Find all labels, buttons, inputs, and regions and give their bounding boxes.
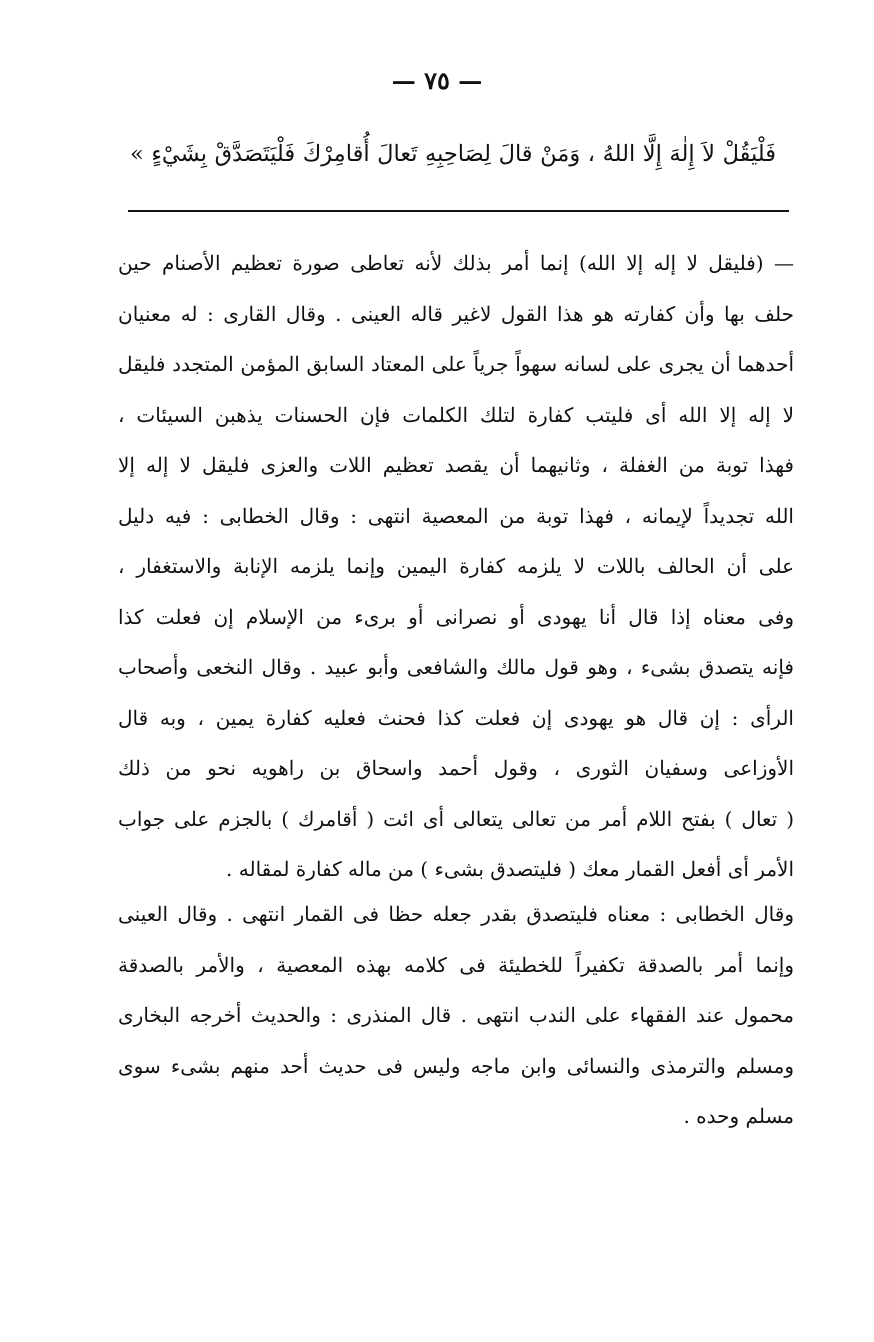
hadith-text: فَلْيَقُلْ لاَ إِلٰهَ إِلَّا اللهُ ، وَمَنْ قالَ لِصَاحِبِهِ تَعالَ أُقامِرْكَ فَلْيَتَصَدَّقْ بِشَيْءٍ »	[130, 141, 776, 167]
commentary-block-1	[118, 238, 794, 895]
commentary-line: الأوزاعى وسفيان الثورى ، وقول أحمد واسحاق بن راهويه نحو من ذلك	[118, 756, 794, 780]
commentary-line: الأمر أى أفعل القمار معك ( فليتصدق بشىء ) من ماله كفارة لمقاله .	[226, 857, 794, 881]
commentary-line: وقال الخطابى : معناه فليتصدق بقدر جعله حظا فى القمار انتهى . وقال العينى	[118, 902, 794, 926]
commentary-line: — (فليقل لا إله إلا الله) إنما أمر بذلك لأنه تعاطى صورة تعظيم الأصنام حين	[118, 251, 794, 275]
commentary-line: وإنما أمر بالصدقة تكفيراً للخطيئة فى كلامه بهذه المعصية ، والأمر بالصدقة	[118, 952, 794, 977]
commentary-line: مسلم وحده .	[683, 1104, 794, 1128]
commentary-line: أحدهما أن يجرى على لسانه سهواً جرياً على المعتاد السابق المؤمن المتجدد فليقل	[118, 352, 794, 376]
commentary-line: ( تعال ) بفتح اللام أمر من تعالى يتعالى أى ائت ( أقامرك ) بالجزم على جواب	[118, 806, 794, 831]
commentary-line: حلف بها وأن كفارته هو هذا القول لاغير قاله العينى . وقال القارى : له معنيان	[118, 301, 794, 326]
commentary-line: فإنه يتصدق بشىء ، وهو قول مالك والشافعى وأبو عبيد . وقال النخعى وأصحاب	[118, 655, 794, 679]
commentary-line: ومسلم والترمذى والنسائى وابن ماجه وليس فى حديث أحد منهم بشىء سوى	[118, 1053, 794, 1078]
separator-rule	[128, 210, 789, 212]
commentary-line: لا إله إلا الله أى فليتب كفارة لتلك الكلمات فإن الحسنات يذهبن السيئات ،	[118, 402, 794, 427]
commentary-line: الله تجديداً لإيمانه ، فهذا توبة من المعصية انتهى : وقال الخطابى : فيه دليل	[118, 503, 794, 528]
commentary-block-2	[118, 889, 794, 1142]
page-number: — ٧٥ —	[391, 66, 483, 95]
commentary-line: على أن الحالف باللات لا يلزمه كفارة اليمين وإنما يلزمه الإنابة والاستغفار ،	[118, 554, 794, 578]
commentary-line: فهذا توبة من الغفلة ، وثانيهما أن يقصد تعظيم اللات والعزى فليقل لا إله إلا	[118, 453, 794, 477]
commentary-line: الرأى : إن قال هو يهودى إن فعلت كذا فحنث فعليه كفارة يمين ، وبه قال	[118, 705, 794, 730]
commentary-line: وفى معناه إذا قال أنا يهودى أو نصرانى أو برىء من الإسلام إن فعلت كذا	[118, 604, 794, 629]
commentary-line: محمول عند الفقهاء على الندب انتهى . قال المنذرى : والحديث أخرجه البخارى	[118, 1003, 794, 1027]
